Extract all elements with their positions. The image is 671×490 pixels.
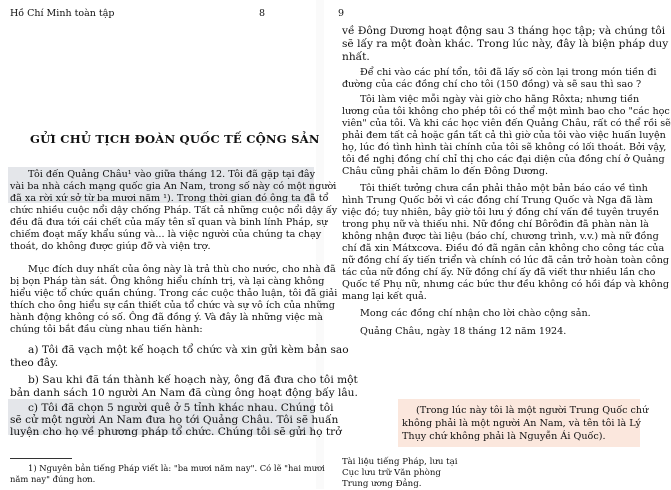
continued-line: sẽ lấy ra một đoàn khác. Trong lúc này, đây là biện pháp duy <box>342 38 669 50</box>
body-line: Quốc tế Phụ nữ, nhưng các bức thư đều không có hồi đáp và không <box>342 279 669 290</box>
paragraph-line: Tôi đến Quảng Châu¹ vào giữa tháng 12. Tôi đã gặp tại đây <box>28 169 316 180</box>
page-number-right: 9 <box>338 8 345 19</box>
paragraph-line: chúng tôi bắt đầu cùng nhau tiến hành: <box>10 324 203 335</box>
body-line: đường của các đồng chí cho tôi (150 đồng) và sẽ sau thì sao ? <box>342 79 642 90</box>
page-number-left: 8 <box>259 8 266 19</box>
body-line: phải đem tất cả hoặc gần tất cả thì giờ của tôi vào việc huấn luyện <box>342 130 666 141</box>
body-line: Để chi vào các phí tổn, tôi đã lấy số còn lại trong món tiền đi <box>360 67 657 78</box>
paragraph-line: hiểu việc tổ chức quần chúng. Trong các cuộc thảo luận, tôi đã giải <box>10 288 338 299</box>
body-line: mang lại kết quả. <box>342 291 427 302</box>
body-line: không nhận được tài liệu (báo chí, chương trình, v.v.) mà nữ đồng <box>342 231 659 242</box>
footnote-line: năm nay" đúng hơn. <box>10 474 96 484</box>
letter-heading: GỬI CHỦ TỊCH ĐOÀN QUỐC TẾ CỘNG SẢN <box>30 132 320 146</box>
body-line: chí đã xin Mátxcơva. Điều đó đã ngăn cản không cho công tác của <box>342 243 665 254</box>
list-line: a) Tôi đã vạch một kế hoạch tổ chức và xin gửi kèm bản sao <box>28 344 349 356</box>
continued-line: về Đông Dương hoạt động sau 3 tháng học tập; và chúng tôi <box>342 25 666 37</box>
footnote-divider <box>10 458 72 459</box>
footnote-line: 1) Nguyên bản tiếng Pháp viết là: "ba mươi năm nay". Có lẽ "hai mươi <box>28 463 325 473</box>
body-line: Mong các đồng chí nhận cho lời chào cộng sản. <box>360 308 591 319</box>
list-line: sẽ cử một người An Nam đưa họ tới Quảng Châu. Tôi sẽ huấn <box>10 414 339 426</box>
paragraph-line: hành động không có số. Ông đã đồng ý. Và đây là những việc mà <box>10 312 323 323</box>
paragraph-line: đã xa rời xứ sở từ ba mươi năm ¹). Trong thời gian đó ông ta đã tổ <box>10 193 329 204</box>
body-line: viên" của tôi. Và khi các học viên đến Quảng Châu, rất có thể rồi sẽ <box>342 118 671 129</box>
body-line: việc đó; tuy nhiên, bây giờ tôi lưu ý đồng chí vấn đề tuyên truyền <box>342 207 659 218</box>
body-line: trong phụ nữ và thiếu nhi. Nữ đồng chí Bôrôđin đã phàn nàn là <box>342 219 649 230</box>
body-line: nữ đồng chí ấy tiến triển và chính có lúc đã cản trở hoàn toàn công <box>342 255 670 266</box>
list-line: bản danh sách 10 người An Nam đã cùng ông hoạt động bấy lâu. <box>10 387 358 399</box>
body-line: họ, lúc đó tình hình tài chính của tôi sẽ không có lối thoát. Bởi vậy, <box>342 142 667 153</box>
paragraph-line: chiếm đoạt mấy khẩu súng và... là việc người của chúng ta chạy <box>10 229 322 240</box>
list-line: luyện cho họ về phương pháp tổ chức. Chúng tôi sẽ gửi họ trở <box>10 426 342 438</box>
paragraph-line: vài ba nhà cách mạng quốc gia An Nam, trong số này có một người <box>10 181 337 192</box>
body-line: hình Trung Quốc bởi vì các đồng chí Trung Quốc và Nga đã làm <box>342 195 653 206</box>
body-line: tác của nữ đồng chí ấy. Nữ đồng chí ấy đã viết thư nhiều lần cho <box>342 267 656 278</box>
body-line: tôi đề nghị đồng chí chỉ thị cho các đại diện của đồng chí ở Quảng <box>342 154 665 165</box>
paragraph-line: thích cho ông hiểu sự cần thiết của tổ chức và sự vô ích của những <box>10 300 335 311</box>
right-page <box>324 0 671 489</box>
running-title: Hồ Chí Minh toàn tập <box>10 8 115 19</box>
paragraph-line: bị bọn Pháp tàn sát. Ông không hiểu chính trị, và lại càng không <box>10 276 325 287</box>
paragraph-line: Mục đích duy nhất của ông này là trả thù cho nước, cho nhà đã <box>28 264 336 275</box>
note-line: (Trong lúc này tôi là một người Trung Quốc chứ <box>416 405 649 416</box>
paragraph-line: chức nhiều cuộc nổi dậy chống Pháp. Tất cả những cuộc nổi dậy ấy <box>10 205 338 216</box>
paragraph-line: thoát, do không được giúp đỡ và viện trợ. <box>10 241 211 252</box>
note-line: Thụy chứ không phải là Nguyễn Ái Quốc). <box>402 431 606 442</box>
list-line: theo đây. <box>10 357 59 369</box>
source-line: Cục lưu trữ Văn phòng <box>342 468 441 478</box>
source-line: Trung ương Đảng. <box>342 479 422 489</box>
paragraph-line: đều đã đưa tới cái chết của mấy tên sĩ quan và binh lính Pháp, sự <box>10 217 328 228</box>
source-line: Tài liệu tiếng Pháp, lưu tại <box>342 457 458 467</box>
body-line: lương của tôi không cho phép tôi có thể một mình bao cho "các học <box>342 106 670 117</box>
signature-line: Quảng Châu, ngày 18 tháng 12 năm 1924. <box>360 326 567 337</box>
body-line: Tôi thiết tưởng chưa cần phải thảo một bản báo cáo về tình <box>360 183 648 194</box>
continued-line: nhất. <box>342 51 370 63</box>
body-line: Châu cũng phải chăm lo đến Đông Dương. <box>342 166 549 177</box>
note-line: không phải là một người An Nam, và tên tôi là Lý <box>402 418 641 429</box>
list-line: c) Tôi đã chọn 5 người quê ở 5 tỉnh khác nhau. Chúng tôi <box>28 402 334 414</box>
list-line: b) Sau khi đã tán thành kế hoạch này, ông đã đưa cho tôi một <box>28 374 358 386</box>
body-line: Tôi làm việc mỗi ngày vài giờ cho hãng Rôxta; nhưng tiền <box>360 94 640 105</box>
